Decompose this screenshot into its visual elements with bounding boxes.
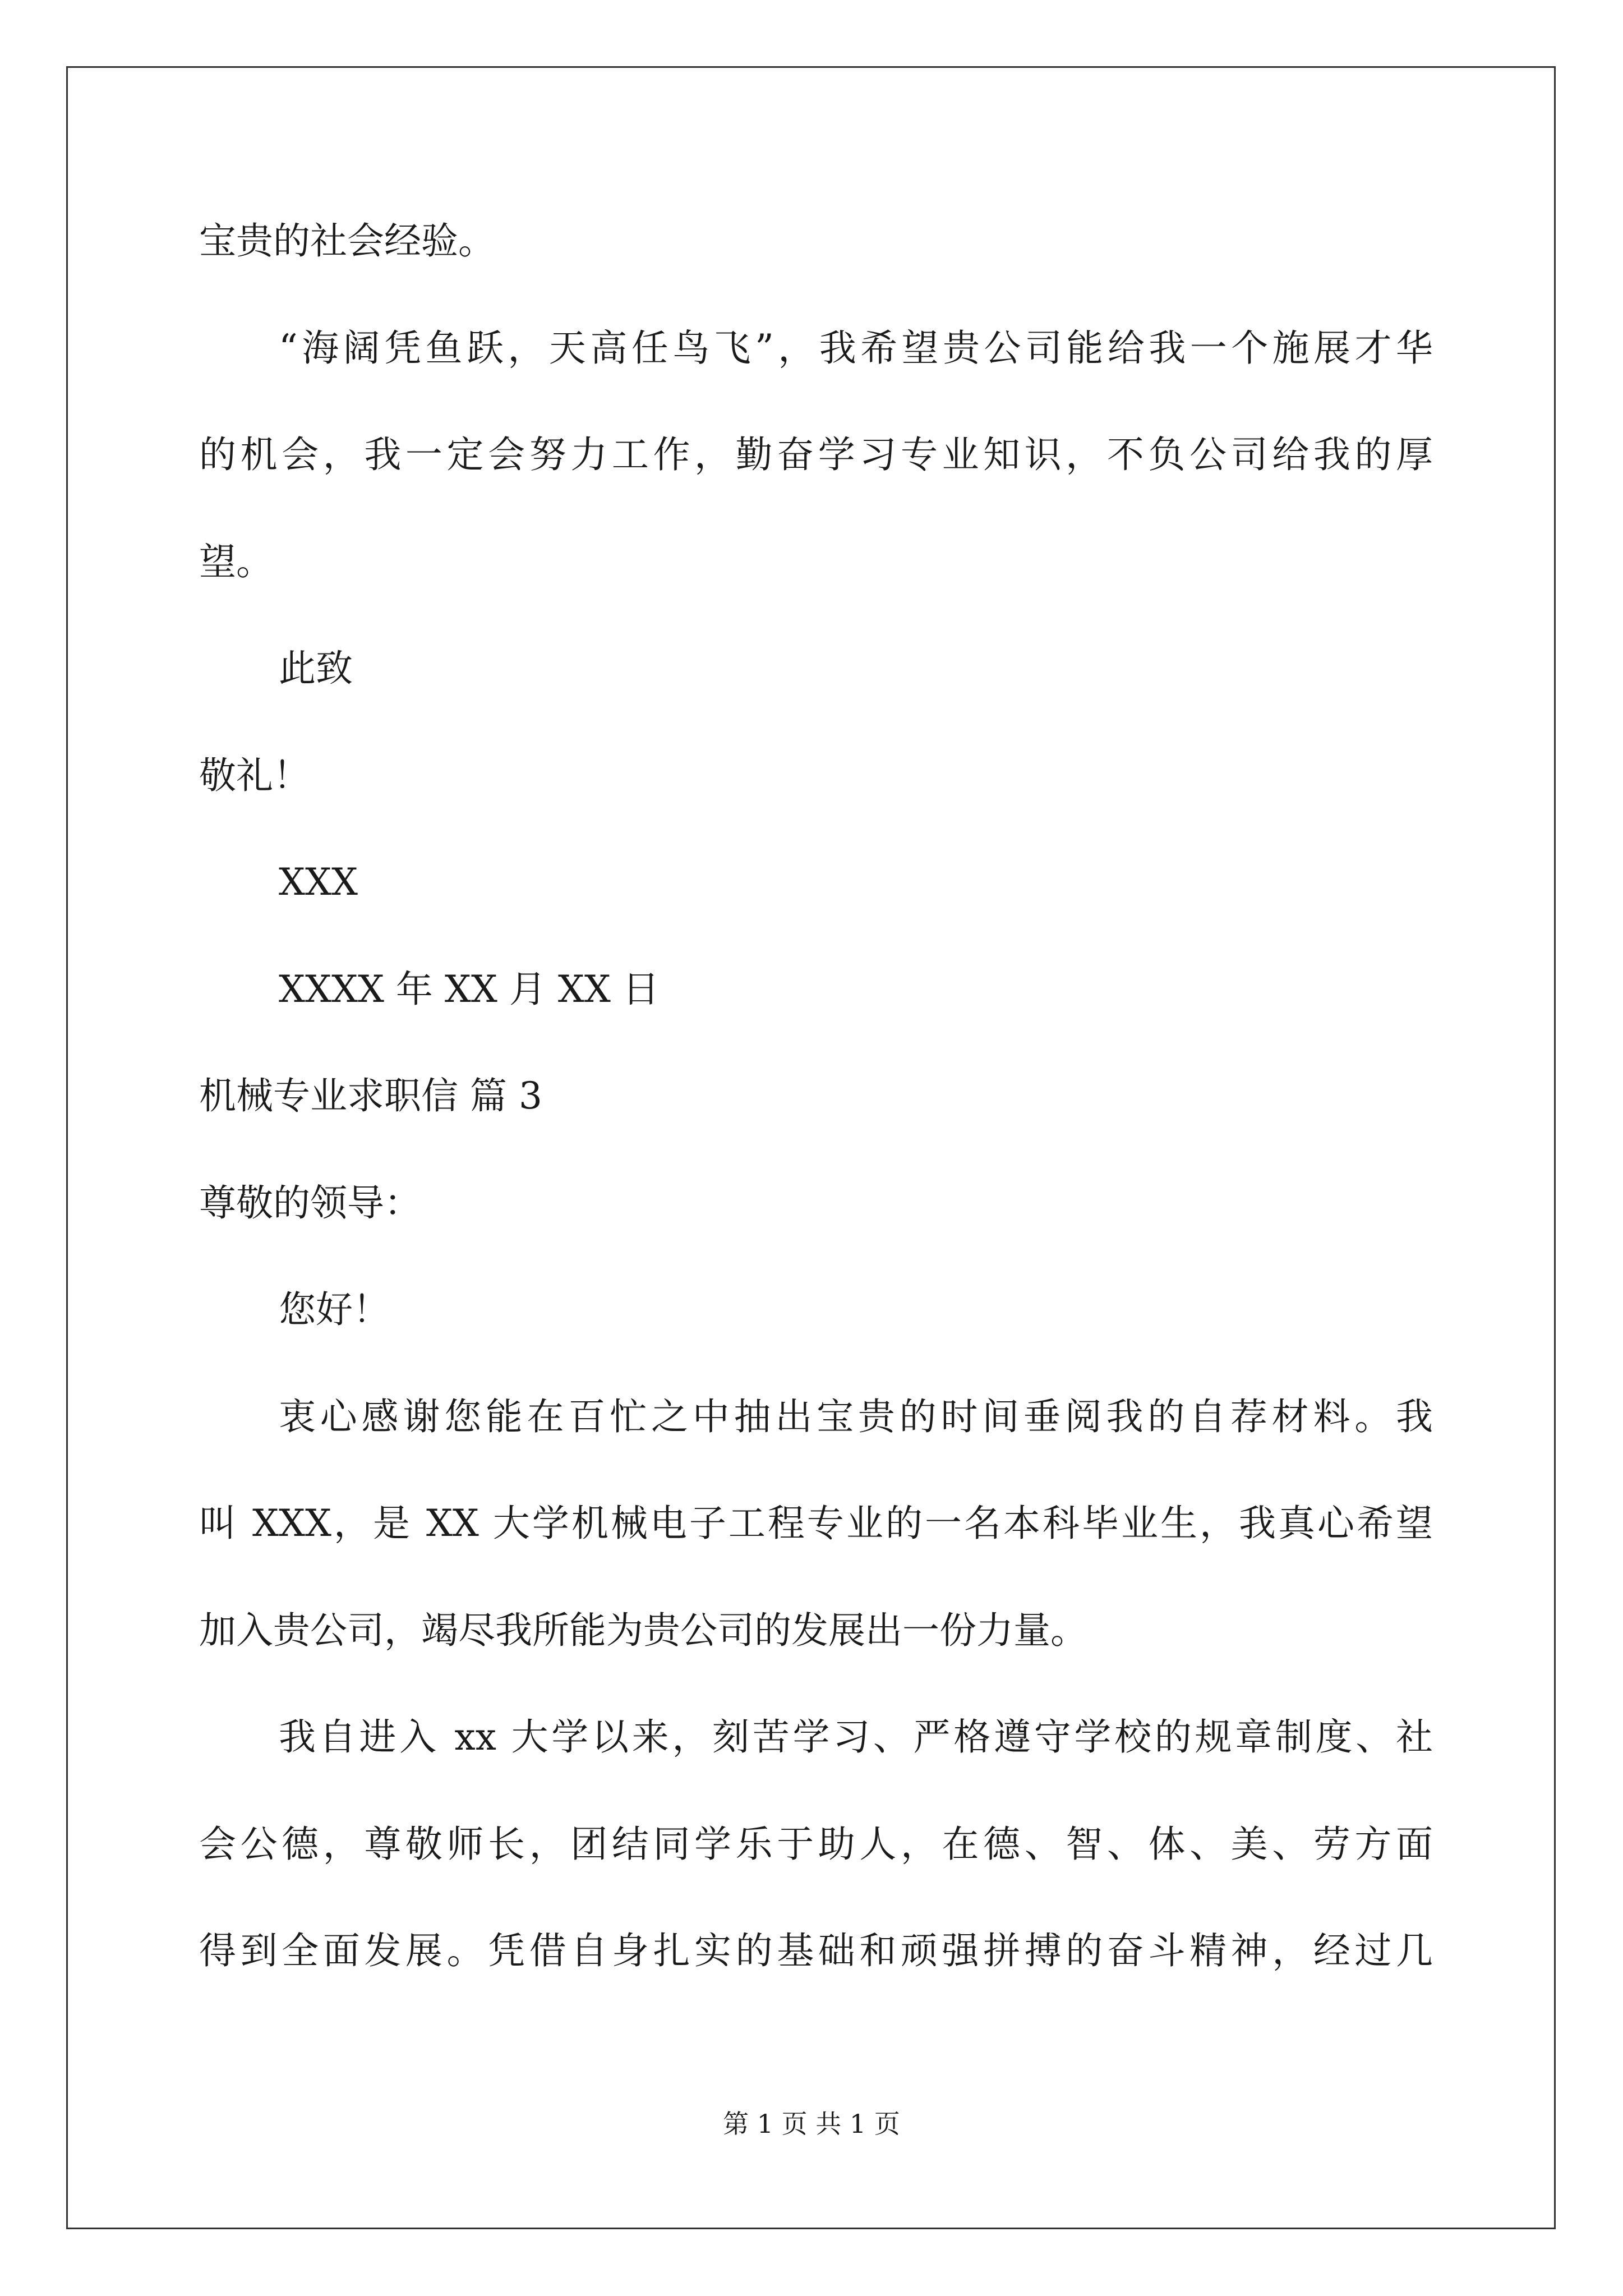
signature-name: XXX: [279, 861, 358, 904]
page-footer: 第 1 页 共 1 页: [723, 2109, 900, 2139]
page-border: [66, 66, 1556, 2229]
signature-date: XXXX 年 XX 月 XX 日: [279, 968, 660, 1011]
text-line: 敬礼！: [199, 754, 310, 797]
text-line: 的机会，我一定会努力工作，勤奋学习专业知识，不负公司给我的厚: [199, 433, 1433, 476]
text-line: 宝贵的社会经验。: [199, 219, 495, 263]
text-line: 叫 XXX，是 XX 大学机械电子工程专业的一名本科毕业生，我真心希望: [199, 1502, 1433, 1545]
greeting: 您好！: [279, 1288, 390, 1331]
salutation: 尊敬的领导：: [199, 1181, 421, 1225]
text-line: 望。: [199, 540, 273, 583]
text-line: 得到全面发展。凭借自身扎实的基础和顽强拼搏的奋斗精神，经过几: [199, 1929, 1433, 1972]
text-line: “海阔凭鱼跃，天高任鸟飞”，我希望贵公司能给我一个施展才华: [279, 326, 1433, 370]
text-line: 衷心感谢您能在百忙之中抽出宝贵的时间垂阅我的自荐材料。我: [279, 1395, 1433, 1438]
text-line: 会公德，尊敬师长，团结同学乐于助人，在德、智、体、美、劳方面: [199, 1823, 1433, 1866]
text-line: 此致: [279, 647, 353, 690]
text-line: 加入贵公司，竭尽我所能为贵公司的发展出一份力量。: [199, 1609, 1087, 1652]
text-line: 我自进入 xx 大学以来，刻苦学习、严格遵守学校的规章制度、社: [279, 1715, 1433, 1759]
section-heading: 机械专业求职信 篇 3: [199, 1074, 542, 1117]
